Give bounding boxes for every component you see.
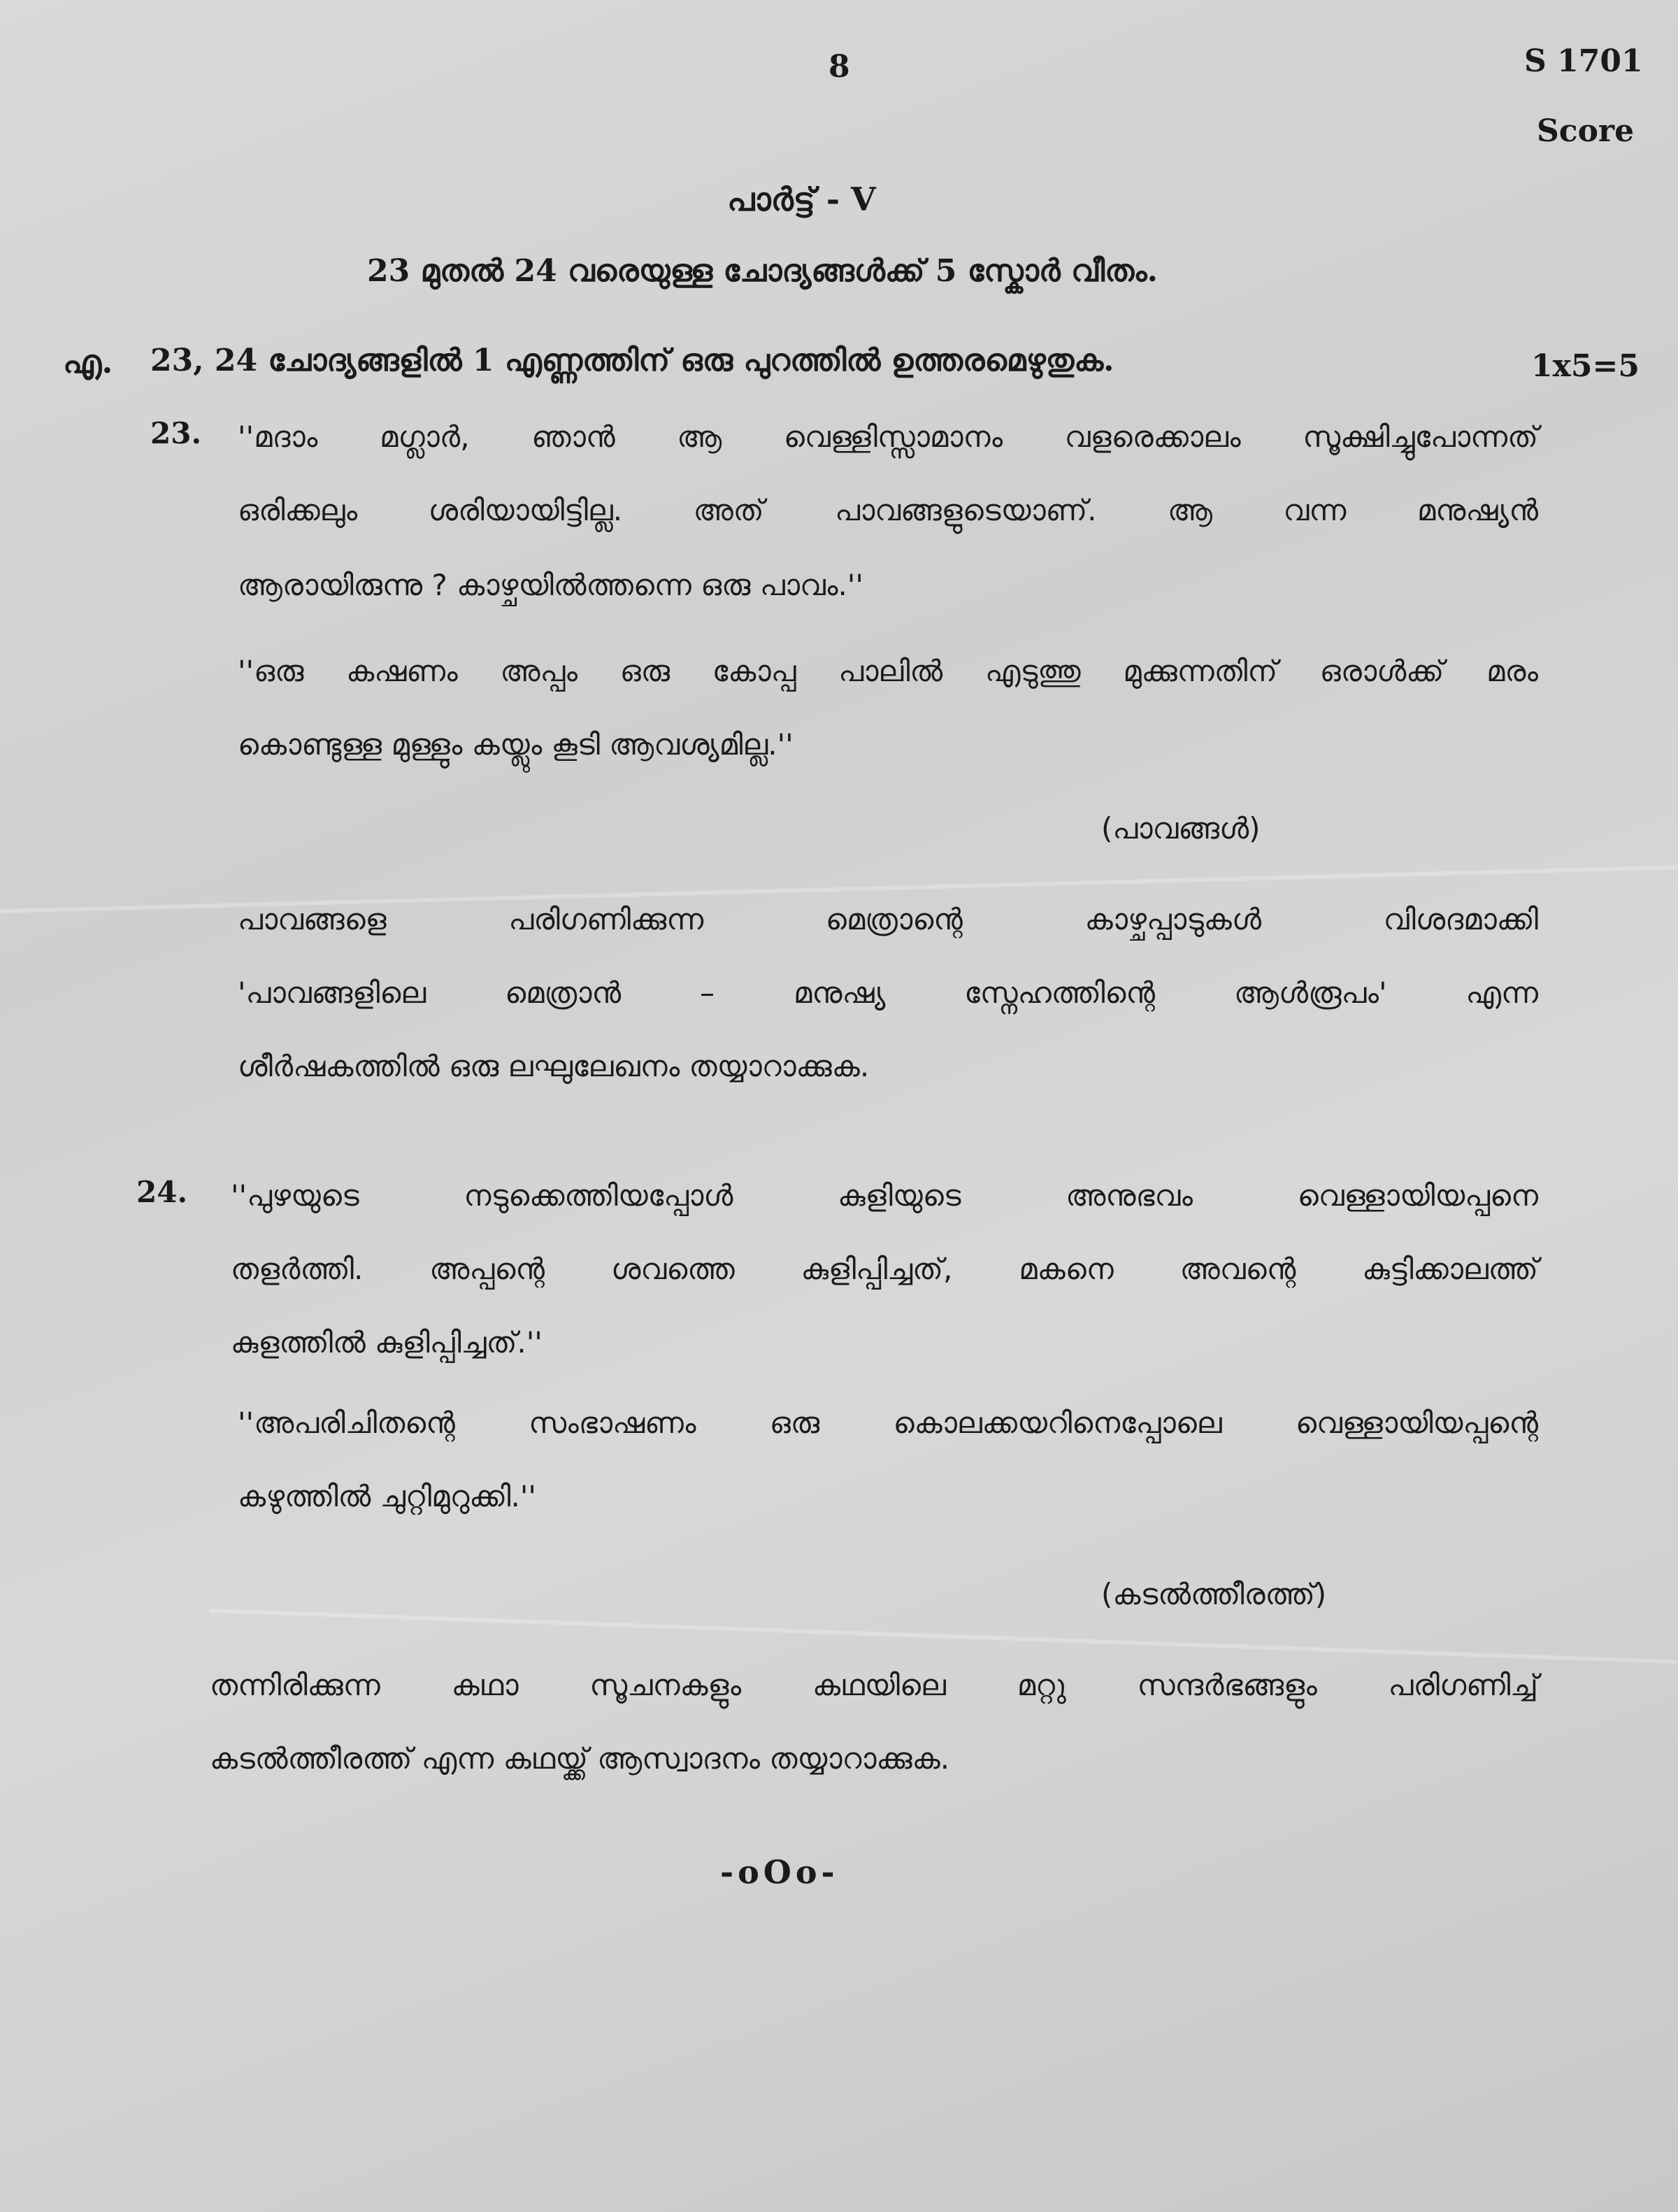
question-number: 24. [136, 1175, 188, 1209]
source-citation: (കടൽത്തീരത്ത്) [1101, 1577, 1327, 1611]
section-marks: 1x5=5 [1531, 348, 1640, 384]
quote-line: കുളത്തിൽ കുളിപ്പിച്ചത്.'' [231, 1325, 543, 1360]
task-line: തന്നിരിക്കുന്ന കഥാ സൂചനകളും കഥയിലെ മറ്റു സന്ദർഭങ്ങളും പരിഗണിച്ച് [210, 1668, 1538, 1702]
task-line: കടൽത്തീരത്ത് എന്ന കഥയ്ക്ക് ആസ്വാദനം തയ്യാറാക്കുക. [210, 1741, 950, 1776]
quote-line: ''മദാം മഗ്ലാർ, ഞാൻ ആ വെള്ളിസ്സാമാനം വളരെക്കാലം സൂക്ഷിച്ചുപോന്നത് [238, 420, 1538, 454]
task-line: 'പാവങ്ങളിലെ മെത്രാൻ – മനുഷ്യ സ്നേഹത്തിന്റെ ആൾരൂപം' എന്ന [238, 976, 1538, 1010]
paper-code: S 1701 [1524, 43, 1643, 79]
question-number: 23. [150, 416, 202, 450]
quote-line: തളർത്തി. അപ്പന്റെ ശവത്തെ കുളിപ്പിച്ചത്, മകനെ അവന്റെ കുട്ടിക്കാലത്ത് [231, 1252, 1538, 1286]
part-title: പാർട്ട് - V [727, 180, 876, 218]
score-label: Score [1537, 113, 1635, 149]
quote-line: കൊണ്ടുള്ള മുള്ളും കയ്ലും കൂടി ആവശ്യമില്ല.'' [238, 727, 794, 762]
page-number: 8 [829, 49, 850, 85]
paper-crease [210, 1608, 1677, 1664]
end-divider: -oOo- [720, 1853, 839, 1891]
section-label: എ. [63, 343, 113, 380]
task-line: ശീർഷകത്തിൽ ഒരു ലഘുലേഖനം തയ്യാറാക്കുക. [238, 1049, 870, 1083]
section-instruction: 23, 24 ചോദ്യങ്ങളിൽ 1 എണ്ണത്തിന് ഒരു പുറത്തിൽ ഉത്തരമെഴുതുക. [150, 343, 1114, 378]
quote-line: ആരായിരുന്നു ? കാഴ്ചയിൽത്തന്നെ ഒരു പാവം.'' [238, 568, 863, 602]
quote-line: കഴുത്തിൽ ചുറ്റിമുറുക്കി.'' [238, 1479, 536, 1513]
quote-line: ''അപരിചിതന്റെ സംഭാഷണം ഒരു കൊലക്കയറിനെപ്പോലെ വെള്ളായിയപ്പന്റെ [238, 1406, 1538, 1440]
task-line: പാവങ്ങളെ പരിഗണിക്കുന്ന മെത്രാന്റെ കാഴ്ചപ്പാടുകൾ വിശദമാക്കി [238, 902, 1538, 936]
quote-line: ''പുഴയുടെ നടുക്കെത്തിയപ്പോൾ കുളിയുടെ അനുഭവം വെള്ളായിയപ്പനെ [231, 1178, 1538, 1213]
quote-line: ഒരിക്കലും ശരിയായിട്ടില്ല. അത് പാവങ്ങളുടെയാണ്. ആ വന്ന മനുഷ്യൻ [238, 493, 1538, 527]
source-citation: (പാവങ്ങൾ) [1101, 811, 1261, 845]
part-instruction: 23 മുതൽ 24 വരെയുള്ള ചോദ്യങ്ങൾക്ക് 5 സ്കോർ വീതം. [367, 253, 1158, 289]
quote-line: ''ഒരു കഷണം അപ്പം ഒരു കോപ്പ പാലിൽ എടുത്തു മുക്കുന്നതിന് ഒരാൾക്ക് മരം [238, 654, 1538, 688]
